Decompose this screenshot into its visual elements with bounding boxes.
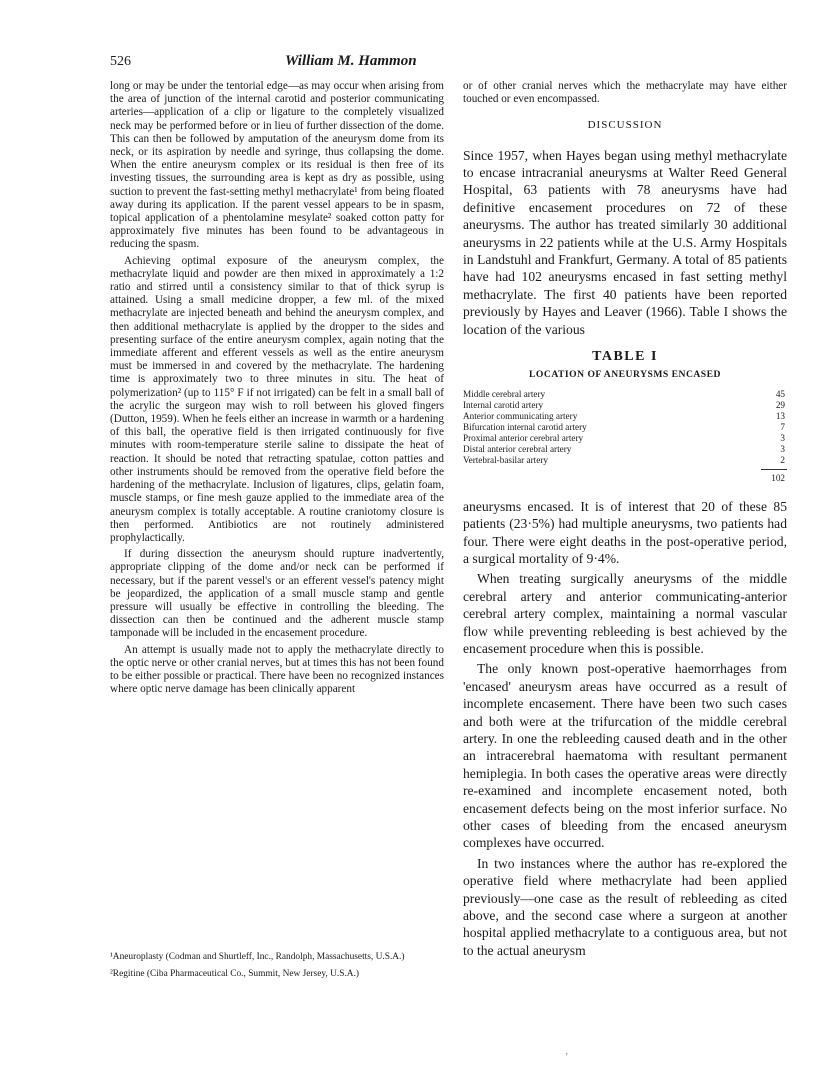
paragraph: When treating surgically aneurysms of the middle cerebral artery and anterior communicating-anterior cerebral artery complex, maintaining a normal vascular flow while preventing rebleeding is best achieved by the encasement procedure when this is possible.: [463, 571, 787, 656]
paragraph: The only known post-operative haemorrhages from 'encased' aneurysm areas have occurred as a result of incomplete encasement. There have been two such cases and both were at the trifurcation of the middle cerebral artery. In one the rebleeding caused death and in the other an intracerebral haematoma with resultant permanent hemiplegia. In both cases the operative areas were directly re-examined and incomplete encasement noted, both encasement defects being on the most inferior surface. No other cases of bleeding from the encased aneurysm complexes have occurred.: [463, 661, 787, 851]
footnotes: [110, 951, 444, 985]
row-label: Vertebral-basilar artery: [463, 455, 548, 466]
table-title: TABLE I: [592, 349, 658, 365]
row-label: Middle cerebral artery: [463, 389, 546, 400]
footnote: ¹Aneuroplasty (Codman and Shurtleff, Inc., Randolph, Massachusetts, U.S.A.): [110, 952, 405, 962]
footnote: ²Regitine (Ciba Pharmaceutical Co., Summit, New Jersey, U.S.A.): [110, 969, 360, 979]
print-speck: ‚: [565, 1046, 569, 1057]
page-header: [110, 54, 786, 74]
row-value: 7: [780, 422, 785, 433]
section-heading: DISCUSSION: [587, 119, 663, 132]
row-label: Bifurcation internal carotid artery: [463, 422, 587, 433]
table-row: [463, 422, 787, 433]
paragraph: An attempt is usually made not to apply the methacrylate directly to the optic nerve or other cranial nerves, but at times this has not been found to be either possible or practical. There have been no recognized instances where optic nerve damage has been clinically apparent: [110, 643, 444, 696]
left-column: [110, 80, 444, 696]
right-column: [463, 80, 787, 959]
row-label: Anterior communicating artery: [463, 411, 578, 422]
row-value: 2: [780, 455, 785, 466]
table-row: [463, 389, 787, 400]
row-value: 29: [775, 400, 785, 411]
row-value: 13: [775, 411, 785, 422]
table-row: [463, 433, 787, 444]
row-label: Distal anterior cerebral artery: [463, 444, 572, 455]
discussion-block: [463, 147, 787, 338]
paragraph: or of other cranial nerves which the methacrylate may have either touched or even encompassed.: [463, 80, 787, 106]
row-value: 3: [780, 444, 785, 455]
table-row: [463, 411, 787, 422]
paragraph: If during dissection the aneurysm should rupture inadvertently, appropriate clipping of the dome and/or neck can be performed if necessary, but if the parent vessel's or an efferent vessel's patency might be jeopardized, the application of a small muscle stamp and gentle pressure will usually be effective in controlling the bleeding. The dissection can then be continued and the adherent muscle stamp tamponade will be included in the encasement procedure.: [110, 548, 444, 640]
paragraph: In two instances where the author has re-explored the operative field where methacrylate had been applied previously—one case as the result of rebleeding as cited above, and the second case where a surgeon at another hospital applied methacrylate to a contiguous area, but not to the actual aneurysm: [463, 855, 787, 958]
row-value: 45: [775, 389, 785, 400]
total-rule: [761, 469, 787, 470]
paragraph: Since 1957, when Hayes began using methyl methacrylate to encase intracranial aneurysms at Walter Reed General Hospital, 63 patients with 78 aneurysms have had definitive encasement procedures on 72 of these aneurysms. The author has treated similarly 30 additional aneurysms in 22 patients while at the U.S. Army Hospitals in Landstuhl and Frankfurt, Germany. A total of 85 patients have had 102 aneurysms encased in fast setting methyl methacrylate. The first 40 patients have been reported previously by Hayes and Leaver (1966). Table I shows the location of the various: [463, 147, 787, 337]
page-number: 526: [110, 54, 131, 69]
table-row: [463, 400, 787, 411]
table-row: [463, 444, 787, 455]
table-total: 102: [771, 473, 785, 484]
table-row: [463, 455, 787, 466]
row-label: Internal carotid artery: [463, 400, 544, 411]
row-value: 3: [780, 433, 785, 444]
paragraph: long or may be under the tentorial edge—as may occur when arising from the area of junction of the internal carotid and posterior communicating arteries—application of a clip or ligature to the completely visualized neck may be performed before or in lieu of further dissection of the dome. This can then be followed by amputation of the aneurysm dome from its neck, or its aspiration by needle and syringe, thus collapsing the dome. When the entire aneurysm complex or its residual is then free of its investing tissues, the surrounding area is kept as dry as possible, using suction to prevent the fast-setting methyl methacrylate¹ from being floated away during its application. If the parent vessel appears to be in spasm, topical application of a phentolamine mesylate² soaked cotton patty for approximately five minutes has been found to be advantageous in reducing the spasm.: [110, 80, 444, 251]
location-table: [463, 389, 787, 466]
row-label: Proximal anterior cerebral artery: [463, 433, 584, 444]
running-author: William M. Hammon: [285, 53, 417, 69]
table-caption: LOCATION OF ANEURYSMS ENCASED: [529, 369, 721, 381]
after-table-block: [463, 498, 787, 960]
paragraph: aneurysms encased. It is of interest that 20 of these 85 patients (23·5%) had multiple aneurysms, two patients had four. There were eight deaths in the post-operative period, a surgical mortality of 9·4%.: [463, 498, 787, 566]
paragraph: Achieving optimal exposure of the aneurysm complex, the methacrylate liquid and powder are then mixed in approximately a 1:2 ratio and stirred until a consistency similar to that of thick syrup is attained. Using a small medicine dropper, a few ml. of the mixed methacrylate are injected beneath and behind the aneurysm complex, and then additional methacrylate is applied by the dropper to the sides and presenting surface of the entire aneurysm complex, again noting that the immediate afferent and efferent vessels as well as the entire aneurysm must be immersed in and covered by the methacrylate. The hardening time is approximately two to three minutes in situ. The heat of polymerization² (up to 115° F if not irrigated) can be felt in a small ball of the acrylic the surgeon may wish to roll between his gloved fingers (Dutton, 1959). When he feels either an increase in warmth or a hardening of this ball, the operative field is then irrigated continuously for five minutes with room-temperature sterile saline to dissipate the heat of reaction. It should be noted that retracting spatulae, cotton patties and other instruments should be removed from the operative field before the hardening of the methacrylate. Inclusion of ligatures, clips, gelatin foam, muscle stamps, or fine mesh gauze applied to the immediate area of the aneurysm complex is totally acceptable. A routine craniotomy closure is then performed. Antibiotics are not routinely administered prophylactically.: [110, 254, 444, 544]
